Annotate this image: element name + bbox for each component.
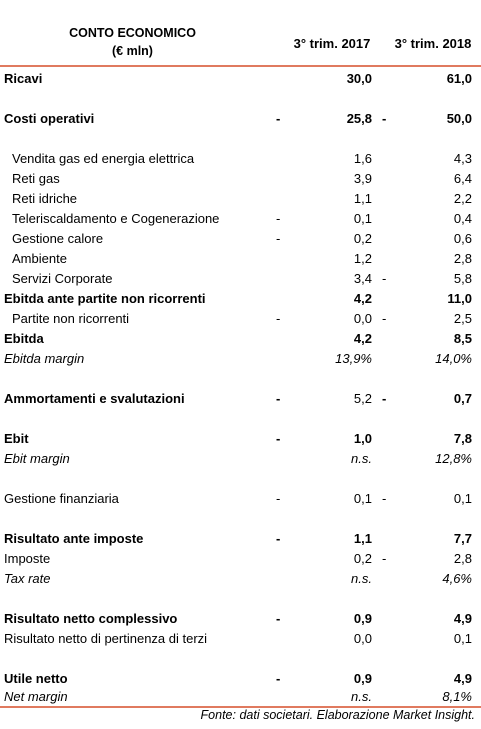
row-label: Ebitda ante partite non ricorrenti	[4, 291, 206, 306]
row-imposte	[0, 549, 481, 569]
value-2017: n.s.	[351, 451, 372, 466]
row-label: Vendita gas ed energia elettrica	[12, 151, 195, 166]
row-label: Partite non ricorrenti	[12, 311, 130, 326]
table-title: CONTO ECONOMICO	[69, 26, 196, 40]
value-2018: 0,7	[453, 391, 472, 406]
row-label: Ebitda margin	[4, 351, 85, 366]
value-2017: 25,8	[346, 111, 372, 126]
value-2017: 30,0	[346, 71, 372, 86]
sign-2017: -	[276, 611, 281, 626]
sign-2018: -	[382, 391, 387, 406]
value-2018: 2,8	[453, 551, 472, 566]
sign-2017: -	[276, 311, 281, 326]
row-label: Teleriscaldamento e Cogenerazione	[12, 211, 220, 226]
value-2018: 2,8	[453, 251, 472, 266]
value-2017: 1,1	[353, 531, 372, 546]
row-partite-non-ricorrenti	[0, 309, 481, 329]
row-costi-operativi	[0, 109, 481, 129]
value-2017: 1,0	[353, 431, 372, 446]
row-label: Risultato netto di pertinenza di terzi	[4, 631, 208, 646]
value-2018: 14,0%	[435, 351, 472, 366]
row-vendita-gas	[0, 149, 481, 169]
value-2017: 13,9%	[335, 351, 372, 366]
value-2017: 0,0	[353, 631, 372, 646]
value-2018: 4,6%	[442, 571, 472, 586]
sign-2018: -	[382, 311, 387, 326]
value-2018: 4,3	[453, 151, 472, 166]
row-label: Costi operativi	[4, 111, 95, 126]
value-2018: 61,0	[446, 71, 472, 86]
row-ebit-margin	[0, 449, 481, 469]
row-teleriscaldamento	[0, 209, 481, 229]
row-label: Ebit	[4, 431, 29, 446]
row-net-margin	[0, 687, 481, 707]
row-label: Ammortamenti e svalutazioni	[4, 391, 185, 406]
row-ebitda-ante	[0, 289, 481, 309]
sign-2017: -	[276, 671, 281, 686]
sign-2017: -	[276, 431, 281, 446]
row-gestione-calore	[0, 229, 481, 249]
row-label: Risultato ante imposte	[4, 531, 144, 546]
row-label: Servizi Corporate	[12, 271, 113, 286]
value-2018: 7,8	[453, 431, 472, 446]
row-label: Ebitda	[4, 331, 44, 346]
value-2018: 7,7	[453, 531, 472, 546]
row-reti-idriche	[0, 189, 481, 209]
row-label: Net margin	[4, 689, 68, 704]
row-servizi-corporate	[0, 269, 481, 289]
sign-2018: -	[382, 271, 387, 286]
row-label: Ambiente	[12, 251, 67, 266]
value-2017: n.s.	[351, 689, 372, 704]
sign-2018: -	[382, 491, 387, 506]
value-2018: 0,1	[453, 631, 472, 646]
value-2017: 0,1	[353, 491, 372, 506]
value-2017: 0,1	[353, 211, 372, 226]
sign-2017: -	[276, 391, 281, 406]
value-2017: 4,2	[353, 331, 372, 346]
value-2017: 0,9	[353, 611, 372, 626]
value-2017: 1,6	[353, 151, 372, 166]
value-2018: 12,8%	[435, 451, 472, 466]
value-2017: 0,0	[353, 311, 372, 326]
row-label: Reti idriche	[12, 191, 78, 206]
row-risultato-netto-complessivo	[0, 609, 481, 629]
row-label: Gestione calore	[12, 231, 104, 246]
sign-2017: -	[276, 231, 281, 246]
row-label: Gestione finanziaria	[4, 491, 119, 506]
row-label: Utile netto	[4, 671, 68, 686]
value-2018: 2,2	[453, 191, 472, 206]
row-label: Reti gas	[12, 171, 60, 186]
column-header-2018: 3° trim. 2018	[394, 36, 472, 51]
sign-2017: -	[276, 531, 281, 546]
column-header-2017: 3° trim. 2017	[293, 36, 371, 51]
row-label: Ricavi	[4, 71, 43, 86]
row-utile-netto	[0, 669, 481, 689]
row-gestione-finanziaria	[0, 489, 481, 509]
row-tax-rate	[0, 569, 481, 589]
value-2017: 4,2	[353, 291, 372, 306]
value-2017: 0,9	[353, 671, 372, 686]
row-label: Tax rate	[4, 571, 51, 586]
value-2017: 0,2	[353, 231, 372, 246]
value-2017: n.s.	[351, 571, 372, 586]
source-note: Fonte: dati societari. Elaborazione Market Insight.	[200, 708, 475, 722]
value-2017: 0,2	[353, 551, 372, 566]
value-2018: 0,1	[453, 491, 472, 506]
row-reti-gas	[0, 169, 481, 189]
value-2018: 50,0	[446, 111, 472, 126]
row-ebitda	[0, 329, 481, 349]
sign-2017: -	[276, 491, 281, 506]
value-2018: 0,6	[453, 231, 472, 246]
value-2017: 1,1	[353, 191, 372, 206]
value-2018: 6,4	[453, 171, 472, 186]
header-rule	[0, 65, 481, 67]
value-2018: 4,9	[453, 671, 472, 686]
row-label: Risultato netto complessivo	[4, 611, 178, 626]
value-2018: 4,9	[453, 611, 472, 626]
value-2018: 0,4	[453, 211, 472, 226]
row-ebit	[0, 429, 481, 449]
value-2017: 5,2	[353, 391, 372, 406]
value-2018: 2,5	[453, 311, 472, 326]
value-2017: 3,4	[353, 271, 372, 286]
sign-2018: -	[382, 111, 387, 126]
row-ammortamenti	[0, 389, 481, 409]
value-2017: 3,9	[353, 171, 372, 186]
row-label: Ebit margin	[4, 451, 70, 466]
value-2018: 8,1%	[442, 689, 472, 704]
row-ambiente	[0, 249, 481, 269]
sign-2017: -	[276, 211, 281, 226]
sign-2018: -	[382, 551, 387, 566]
row-ebitda-margin	[0, 349, 481, 369]
value-2018: 8,5	[453, 331, 472, 346]
table-unit: (€ mln)	[112, 44, 153, 58]
value-2018: 11,0	[447, 291, 472, 306]
value-2018: 5,8	[453, 271, 472, 286]
table-header	[0, 0, 481, 65]
sign-2017: -	[276, 111, 281, 126]
row-ricavi	[0, 69, 481, 89]
row-risultato-terzi	[0, 629, 481, 649]
row-risultato-ante-imposte	[0, 529, 481, 549]
value-2017: 1,2	[353, 251, 372, 266]
row-label: Imposte	[4, 551, 51, 566]
